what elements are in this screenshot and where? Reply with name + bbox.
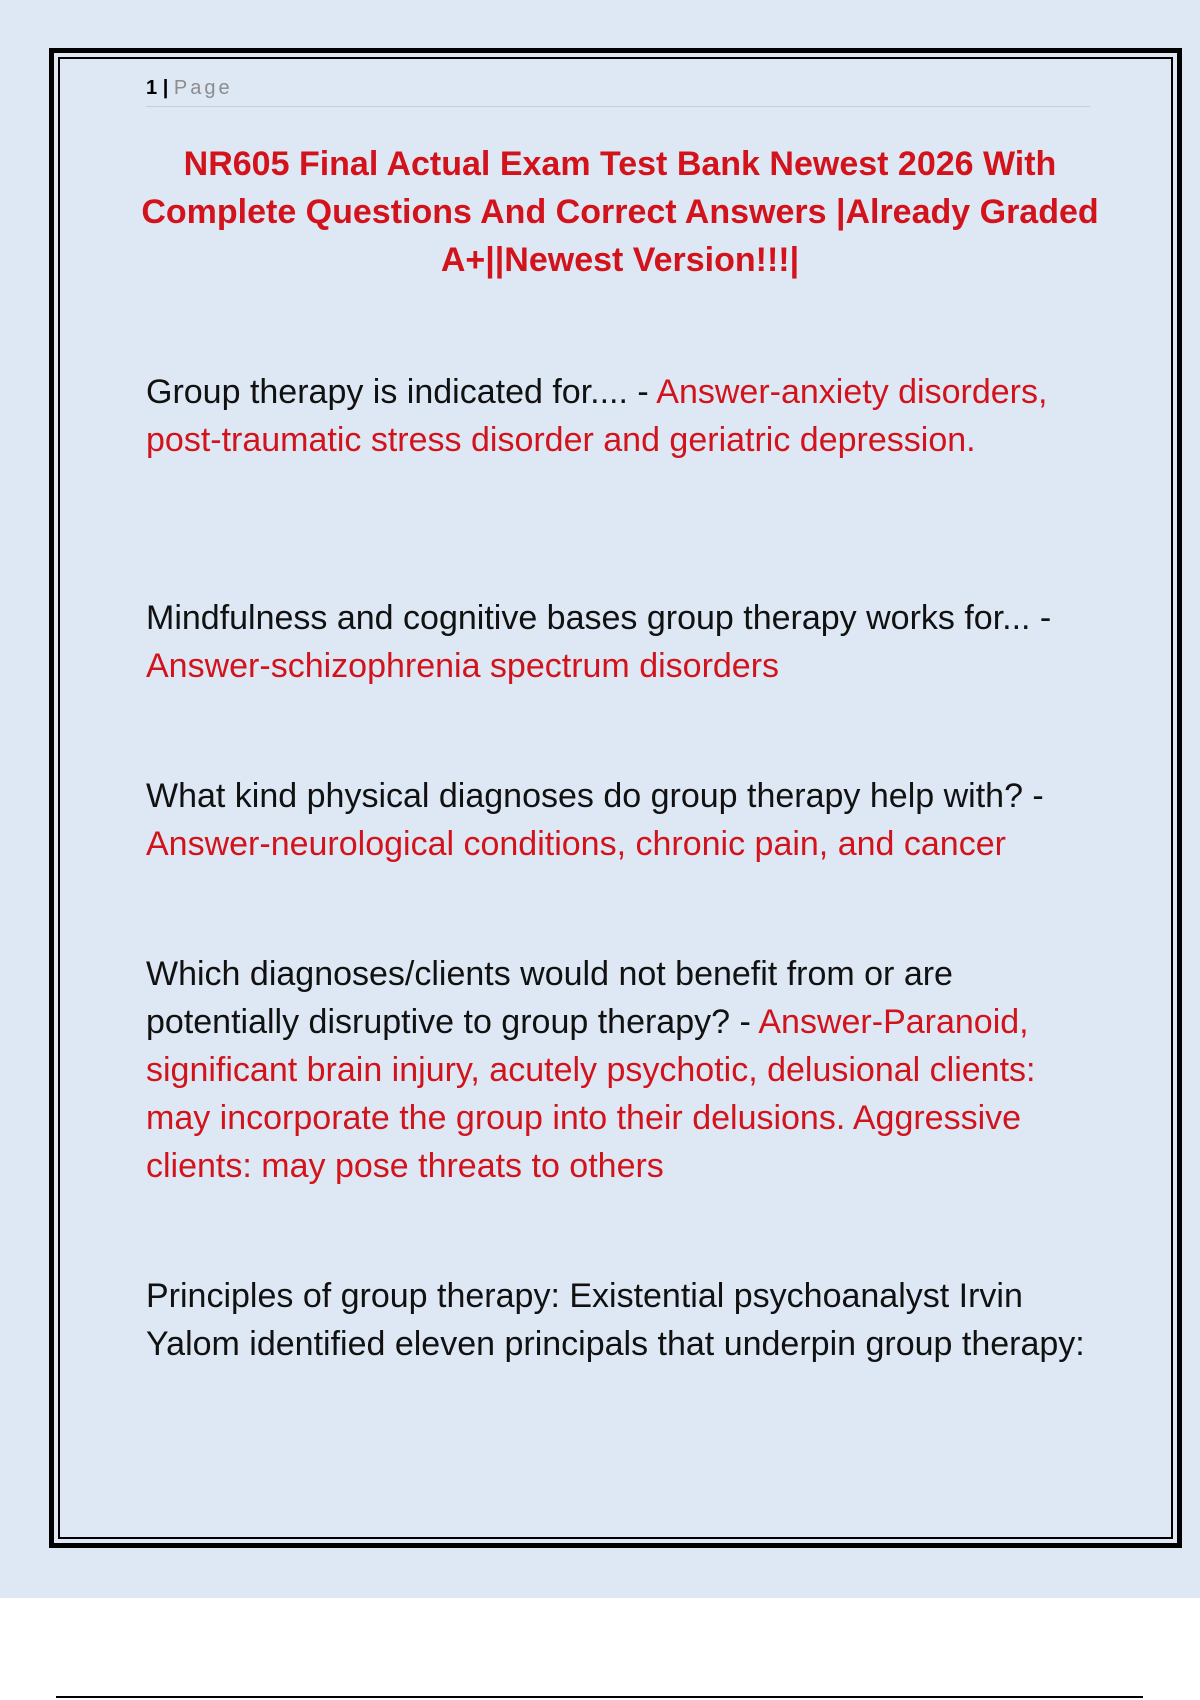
page-separator: | bbox=[162, 77, 169, 99]
answer-text: Answer-neurological conditions, chronic pain, and cancer bbox=[146, 825, 1006, 863]
answer-text: Answer-Paranoid, significant brain injury, acutely psychotic, delusional clients: may incorporate the group into their delusions. Aggressive clients: may pose threats to others bbox=[146, 1003, 1036, 1185]
page-header bbox=[146, 74, 1090, 107]
qa-item bbox=[146, 772, 1096, 868]
page-number: 1 bbox=[146, 77, 158, 99]
question-text: Principles of group therapy: Existential psychoanalyst Irvin Yalom identified eleven principals that underpin group therapy: bbox=[146, 1277, 1085, 1363]
footer-divider bbox=[56, 1696, 1143, 1698]
document-title: NR605 Final Actual Exam Test Bank Newest 2026 With Complete Questions And Correct Answers |Already Graded A+||Newest Version!!!| bbox=[141, 145, 1099, 279]
qa-item bbox=[146, 950, 1096, 1190]
question-text: Group therapy is indicated for.... - bbox=[146, 373, 657, 411]
question-text: Which diagnoses/clients would not benefit from or are potentially disruptive to group therapy? - bbox=[146, 955, 953, 1041]
qa-item bbox=[146, 368, 1096, 464]
qa-item bbox=[146, 594, 1096, 690]
page-label: Page bbox=[173, 77, 233, 99]
answer-text: Answer-anxiety disorders, post-traumatic stress disorder and geriatric depression. bbox=[146, 373, 1048, 459]
qa-item bbox=[146, 1272, 1096, 1368]
question-text: What kind physical diagnoses do group therapy help with? - bbox=[146, 777, 1044, 815]
answer-text: Answer-schizophrenia spectrum disorders bbox=[146, 647, 780, 685]
question-text: Mindfulness and cognitive bases group therapy works for... - bbox=[146, 599, 1052, 637]
